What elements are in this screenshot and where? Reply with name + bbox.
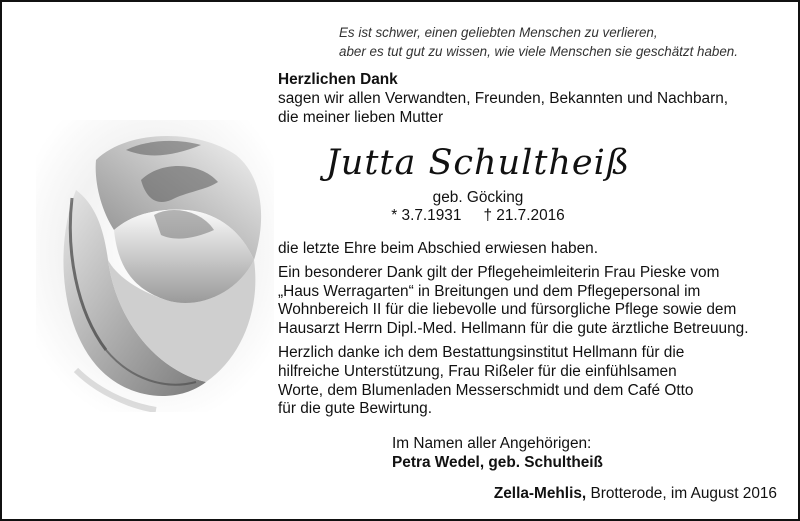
body-line: Ein besonderer Dank gilt der Pflegeheimleiterin Frau Pieske vom (278, 263, 720, 281)
message-body (278, 235, 793, 424)
signature-intro: Im Namen aller Angehörigen: (392, 435, 592, 452)
body-line: Worte, dem Blumenladen Messerschmidt und dem Café Otto (278, 381, 694, 399)
body-line: „Haus Werragarten“ in Breitungen und dem Pflegepersonal im (278, 282, 701, 300)
death-date: † 21.7.2016 (483, 207, 565, 224)
body-line: die letzte Ehre beim Abschied erwiesen haben. (278, 240, 598, 257)
rose-image (36, 120, 274, 412)
body-line: Hausarzt Herrn Dipl.-Med. Hellmann für die gute ärztliche Betreuung. (278, 320, 749, 338)
deceased-name: Jutta Schultheiß (325, 143, 631, 183)
body-line: Wohnbereich II für die liebevolle und fürsorgliche Pflege sowie dem (278, 301, 737, 319)
thanks-heading: Herzlichen Dank (278, 71, 398, 88)
body-line: hilfreiche Unterstützung, Frau Rißeler für die einfühlsamen (278, 362, 677, 380)
birth-name: geb. Göcking (432, 189, 524, 206)
quote-line: Es ist schwer, einen geliebten Menschen zu verlieren, (339, 25, 658, 40)
body-line: für die gute Bewirtung. (278, 400, 432, 418)
life-dates (278, 206, 678, 225)
place-town: Zella-Mehlis, (493, 485, 587, 502)
thanks-intro (278, 70, 788, 127)
quote (339, 23, 779, 61)
body-line: Herzlich danke ich dem Bestattungsinstitut Hellmann für die (278, 343, 685, 361)
birth-date: * 3.7.1931 (391, 207, 462, 224)
place-date (494, 484, 777, 503)
signature (392, 434, 772, 472)
thanks-line: sagen wir allen Verwandten, Freunden, Bekannten und Nachbarn, (278, 90, 729, 107)
quote-line: aber es tut gut zu wissen, wie viele Menschen sie geschätzt haben. (339, 44, 738, 59)
thanks-line: die meiner lieben Mutter (278, 109, 444, 126)
signature-name: Petra Wedel, geb. Schultheiß (392, 454, 603, 471)
place-rest: Brotterode, im August 2016 (586, 485, 777, 502)
